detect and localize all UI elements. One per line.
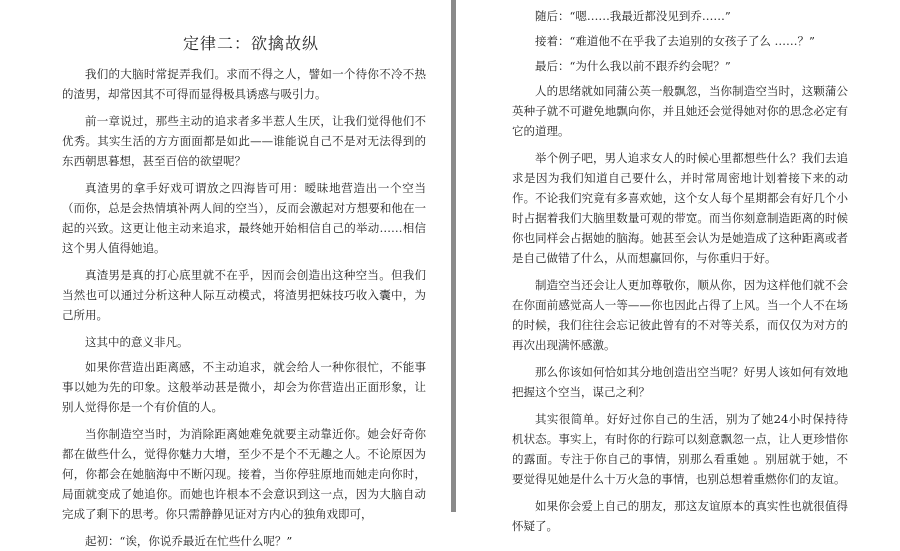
paragraph: 这其中的意义非凡。: [85, 335, 189, 349]
paragraph: 如果你会爱上自己的朋友，那这友谊原本的真实性也就很值得怀疑了。: [512, 499, 848, 533]
paragraph: 我们的大脑时常捉弄我们。求而不得之人，譬如一个待你不冷不热的渣男，却常因其不可得而显得极具诱惑与吸引力。: [62, 67, 426, 101]
paragraph: 人的思绪就如同蒲公英一般飘忽，当你制造空当时，这颗蒲公英种子就不可避免地飘向你，并且她还会觉得她对你的思念必定有它的道理。: [512, 84, 848, 138]
left-page: [0, 0, 452, 548]
paragraph: 前一章说过，那些主动的追求者多半惹人生厌，让我们觉得他们不优秀。其实生活的方方面面都是如此——谁能说自己不是对无法得到的东西朝思暮想，甚至百倍的欲望呢？: [62, 114, 426, 168]
paragraph: 最后：“为什么我以前不跟乔约会呢？”: [535, 59, 731, 73]
paragraph: 当你制造空当时，为消除距离她难免就要主动靠近你。她会好奇你都在做些什么，觉得你魅力大增，至少不是个不无趣之人。不论原因为何，你都会在她脑海中不断闪现。接着，当你停驻原地而她走向你时，局面就变成了她追你。而她也许根本不会意识到这一点，因为大脑自动完成了剩下的思考。你只需静静见证对方内心的独角戏即可，: [62, 427, 426, 521]
paragraph: 起初：“诶，你说乔最近在忙些什么呢？”: [85, 534, 293, 548]
paragraph: 随后：“嗯……我最近都没见到乔……”: [535, 9, 731, 23]
paragraph: 那么你该如何恰如其分地创造出空当呢？好男人该如何有效地把握这个空当，谋己之利？: [512, 365, 848, 399]
paragraph: 接着：“难道他不在乎我了去追别的女孩子了么 ……？”: [535, 34, 815, 48]
paragraph: 其实很简单。好好过你自己的生活，别为了她24小时保持待机状态。事实上，有时你的行踪可以刻意飘忽一点，让人更珍惜你的露面。专注于你自己的事情，别那么看重她 。别屈就于她，不要觉得见她是什么十万火急的事情，也别总想着重燃你们的友谊。: [512, 412, 848, 486]
paragraph: 如果你营造出距离感，不主动追求，就会给人一种你很忙，不能事事以她为先的印象。这般举动甚是微小，却会为你营造出正面形象，让别人觉得你是一个有价值的人。: [62, 360, 426, 414]
right-page: [456, 0, 900, 533]
paragraph: 制造空当还会让人更加尊敬你，顺从你，因为这样他们就不会在你面前感觉高人一等——你也因此占得了上风。当一个人不在场的时候，我们往往会忘记彼此曾有的不对等关系，而仅仅为对方的再次出现满怀感激。: [512, 278, 848, 352]
paragraph: 真渣男的拿手好戏可谓放之四海皆可用：暧昧地营造出一个空当（而你，总是会热情填补两人间的空当），反而会激起对方想要和他在一起的兴致。这更让他主动来追求，最终她开始相信自己的举动……相信这个男人值得她追。: [62, 181, 426, 255]
paragraph: 举个例子吧，男人追求女人的时候心里都想些什么？我们去追求是因为我们知道自己要什么，并时常周密地计划着接下来的动作。不论我们究竟有多喜欢她，这个女人每个星期都会有好几个小时占据着我们大脑里数量可观的带宽。而当你刻意制造距离的时候你也同样会占据她的脑海。她甚至会认为是她造成了这种距离或者是自己做错了什么，从而想赢回你，与你重归于好。: [512, 151, 848, 265]
chapter-title: 定律二：欲擒故纵: [182, 34, 319, 53]
paragraph: 真渣男是真的打心底里就不在乎，因而会创造出这种空当。但我们当然也可以通过分析这种人际互动模式，将渣男把妹技巧收入囊中，为己所用。: [62, 268, 426, 322]
